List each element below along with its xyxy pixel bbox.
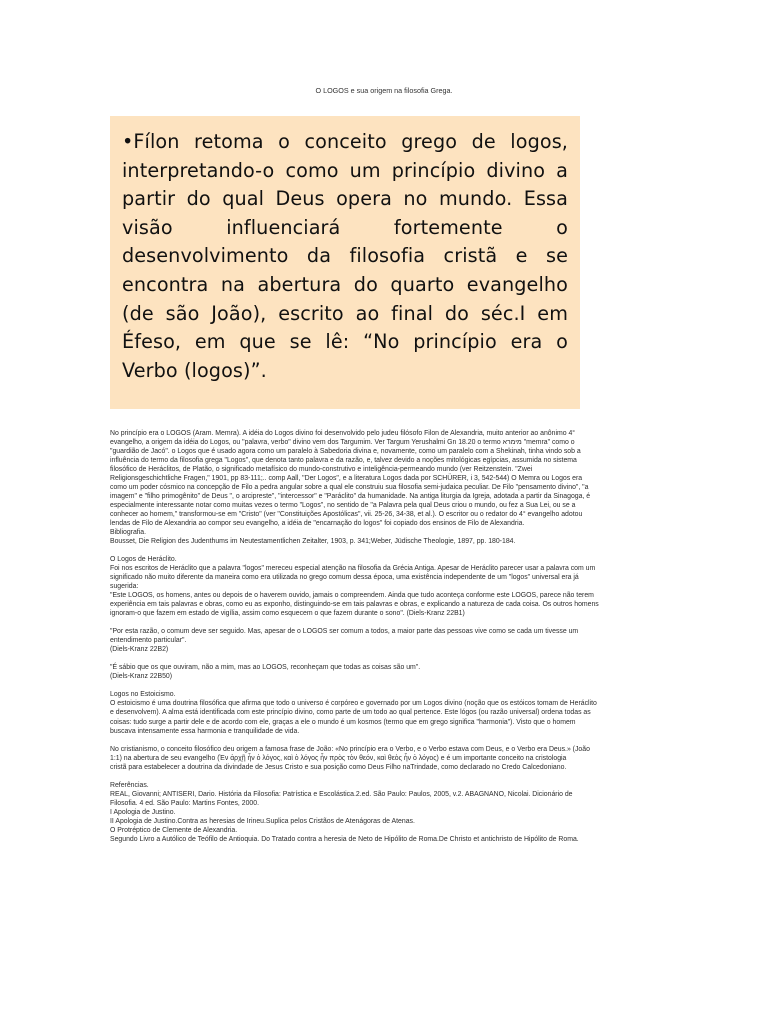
text-line: Foi nos escritos de Heráclito que a palavra "logos" mereceu especial atenção na filosofia da Grécia Antiga. Apesar de Heráclito parecer usar a palavra com um xyxy=(110,565,596,573)
text-line: No cristianismo, o conceito filosófico deu origem a famosa frase de João: «No princípio era o Verbo, e o Verbo estava com Deus, e o Verbo era Deus.» (João xyxy=(110,745,590,753)
bibliography-entry: Bousset, Die Religion des Judenthums im Neutestamentlichen Zeitalter, 1903, p. 341;Weber, Jüdische Theologie, 1897, pp. 180-184. xyxy=(110,538,516,546)
section-heading: Referências. xyxy=(110,781,149,789)
paragraph-gap xyxy=(110,654,678,663)
text-line: buscava intensamente essa harmonia e tranquilidade de vida. xyxy=(110,727,300,735)
citation: (Diels-Kranz 22B2) xyxy=(110,646,169,654)
text-line: cristã para estabelecer a doutrina da divindade de Jesus Cristo e sua posição como Deus Filho naTrindade, como declarado no Credo Calcedoniano. xyxy=(110,763,567,771)
text-line: significado não muito diferente da maneira como era utilizada no grego comum dessa época, uma existência independente de um "logos" universal era já xyxy=(110,574,579,582)
section-heading: Logos no Estoicismo. xyxy=(110,691,176,699)
reference-entry: I Apologia de Justino. xyxy=(110,808,176,816)
text-line: "É sábio que os que ouviram, não a mim, mas ao LOGOS, reconheçam que todas as coisas são um". xyxy=(110,664,421,672)
text-line: No princípio era o LOGOS (Aram. Memra). A idéia do Logos divino foi desenvolvido pelo judeu filósofo Filon de Alexandria, muito anterior ao anônimo 4° xyxy=(110,430,576,437)
heraclito-section xyxy=(110,555,678,618)
quote-22b2 xyxy=(110,627,678,654)
text-line: 1:1) na abertura de seu evangelho (Ἐν ἀρχῇ ἦν ὁ λόγος, καὶ ὁ λόγος ἦν πρὸς τὸν θεόν, καὶ θεὸς ἦν ὁ λόγος) e é um importante conceito na cristologia xyxy=(110,754,567,762)
reference-entry: Segundo Livro a Autólico de Teófilo de Antioquia. Do Tratado contra a heresia de Neto de Hipólito de Roma.De Christo et antichristo de Hipólito de Roma. xyxy=(110,835,579,843)
body-text xyxy=(110,429,678,844)
text-line: entendimento particular". xyxy=(110,637,187,645)
intro-paragraph xyxy=(110,429,678,546)
reference-entry: O Protréptico de Clemente de Alexandria. xyxy=(110,826,238,834)
section-heading: O Logos de Heráclito. xyxy=(110,556,177,564)
text-line: experiência em tais palavras e obras, como eu as exponho, distinguindo-se em tais palavras e obras, e explicando a natureza de cada coisa. Os outros homens xyxy=(110,601,599,609)
text-line: sugerida: xyxy=(110,583,139,591)
highlight-box xyxy=(110,116,580,409)
quote-22b50 xyxy=(110,663,678,681)
reference-entry: REAL, Giovanni; ANTISERI, Dario. História da Filosofia: Patrística e Escolástica.2.ed. São Paulo: Paulos, 2005, v.2. ABAGNANO, Nicolai. Dicionário de xyxy=(110,790,573,798)
text-line: O estoicismo é uma doutrina filosófica que afirma que todo o universo é corpóreo e governado por um Logos divino (noção que os estóicos tomam de Heráclito xyxy=(110,700,597,708)
text-line: coisas: tudo surge a partir dele e de acordo com ele, graças a ele o mundo é um kosmos (termo que em grego significa "harmonia"). Visto que o homem xyxy=(110,718,576,726)
text-line: ignoram-o que fazem em estado de vigília, assim como esquecem o que fazem durante o sono". (Diels-Kranz 22B1) xyxy=(110,610,465,618)
bibliography-heading: Bibliografia. xyxy=(110,529,147,537)
text-line: lendas de Filo de Alexandria ao compor seu evangelho, a idéia de "encarnação do logos" foi copiado dos ensinos de Filo de Alexandria. xyxy=(110,520,525,528)
text-line: Religionsgeschichtliche Fragen," 1901, pp 83-111;.. comp Aall, "Der Logos", e a literatura Logos dada por SCHÜRER, i 3, 542-544) O Memra ou Logos era xyxy=(110,475,583,483)
paragraph-gap xyxy=(110,736,678,745)
text-line: e desenvolvem). A alma está identificada com este princípio divino, como parte de um todo ao qual pertence. Este lógos (ou razão universal) ordena todas as xyxy=(110,709,591,717)
text-line: "guardião de Jacó". o Logos que é usado agora como um paralelo à Sabedoria divina e, novamente, como um paralelo com a Shekinah, tinha vindo sob a xyxy=(110,448,581,456)
paragraph-gap xyxy=(110,681,678,690)
text-line: filosófico de Heráclitos, de Platão, o significado metafísico do mundo-construtivo e inteligência-permeando mundo (ver Reitzenstein. "Zwei xyxy=(110,466,533,474)
text-line: "Por esta razão, o comum deve ser seguido. Mas, apesar de o LOGOS ser comum a todos, a maior parte das pessoas vive como se cada um tivesse um xyxy=(110,628,579,636)
text-line: influência do termo da filosofia grega "Logos", que denota tanto palavra e da razão, e, talvez devido a noções mitológicas egípcias, assumida no sistema xyxy=(110,457,577,465)
text-line: imagem" e "filho primogênito" de Deus ", o arcipreste", "intercessor" e "Paráclito" da humanidade. Na antiga liturgia da Igreja, adotada a partir da Sinagoga, é xyxy=(110,493,591,501)
reference-entry: Filosofia. 4 ed. São Paulo: Martins Fontes, 2000. xyxy=(110,799,259,807)
paragraph-gap xyxy=(110,772,678,781)
text-line: evangelho, a origem da idéia do Logos, ou "palavra, verbo" divino vem dos Targumim. Ver Targum Yerushalmi Gn 18.20 o termo מימרא "memra" como o xyxy=(110,439,575,447)
references-section xyxy=(110,781,678,844)
estoicismo-section xyxy=(110,690,678,735)
reference-entry: II Apologia de Justino.Contra as heresias de Irineu.Suplica pelos Cristãos de Atenágoras de Atenas. xyxy=(110,817,415,825)
citation: (Diels-Kranz 22B50) xyxy=(110,673,173,681)
text-line: especialmente interessante notar como muitas vezes o termo "Logos", no sentido de "a Palavra pela qual Deus criou o mundo, ou fez a Sua Lei, ou se a xyxy=(110,502,576,510)
page-title: O LOGOS e sua origem na filosofia Grega. xyxy=(315,86,453,95)
text-line: conhecer ao homem," transformou-se em "Cristo" (ver "Constituições Apostólicas", vii. 25-26, 34-38, et al.). O escritor ou o redator do 4° evangelho adotou xyxy=(110,511,583,519)
paragraph-gap xyxy=(110,546,678,555)
cristianismo-section xyxy=(110,745,678,772)
paragraph-gap xyxy=(110,618,678,627)
text-line: como um poder cósmico na concepção de Filo a pedra angular sobre a qual ele construiu sua filosofia semi-judaica peculiar. De Filo "pensamento divino", "a xyxy=(110,484,589,492)
highlight-text: •Fílon retoma o conceito grego de logos, interpretando-o como um princípio divino a partir do qual Deus opera no mundo. Essa visão influenciará fortemente o desenvolvimento da filosofia cristã e se encontra na abertura do quarto evangelho (de são João), escrito ao final do séc.I em Éfeso, em que se lê: “No princípio era o Verbo (logos)”. xyxy=(122,130,568,382)
text-line: "Este LOGOS, os homens, antes ou depois de o haverem ouvido, jamais o compreendem. Ainda que tudo aconteça conforme este LOGOS, parece não terem xyxy=(110,592,594,600)
